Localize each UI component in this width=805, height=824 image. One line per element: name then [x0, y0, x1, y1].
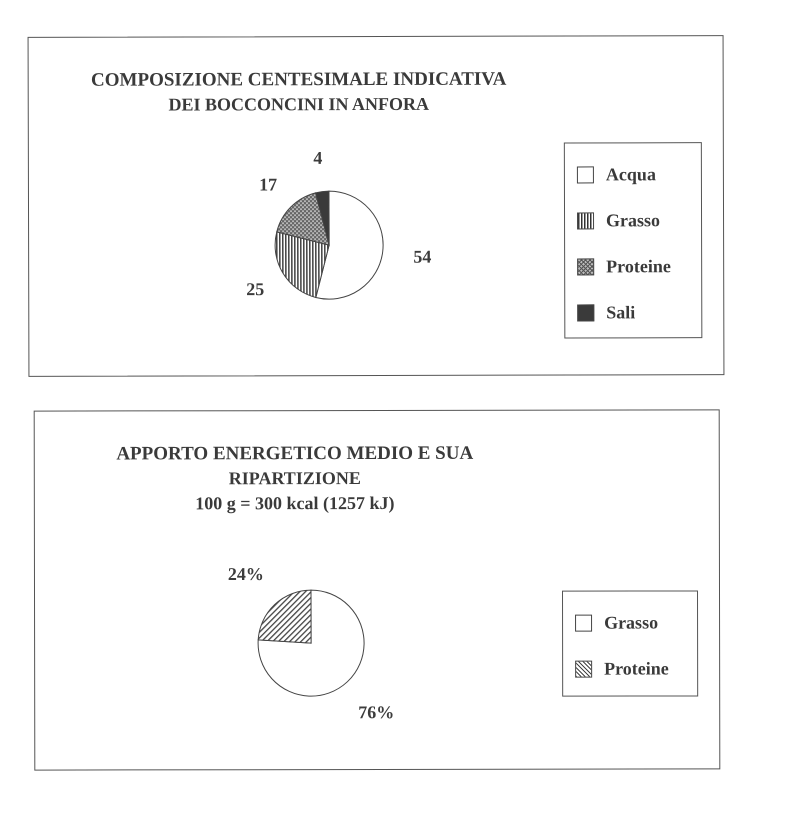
chart-legend: [564, 142, 703, 338]
legend-swatch-acqua: [577, 166, 594, 183]
chart-title: [49, 67, 549, 118]
legend-label-proteine: Proteine: [604, 657, 669, 679]
legend-swatch-grasso: [577, 212, 594, 229]
legend-label-acqua: Acqua: [605, 163, 656, 184]
legend-swatch-proteine: [577, 258, 594, 275]
chart-title-line2: DEI BOCCONCINI IN ANFORA: [168, 93, 430, 115]
legend-item-grasso: [577, 197, 691, 243]
data-label-sali: 4: [313, 147, 323, 168]
chart-legend: [562, 590, 698, 696]
legend-label-proteine: Proteine: [606, 255, 671, 276]
pie-chart-composition: [219, 137, 432, 348]
legend-item-sali: [577, 289, 691, 335]
data-label-proteine: 24%: [227, 563, 264, 585]
legend-item-proteine: [577, 243, 691, 289]
legend-item-proteine: [575, 645, 687, 691]
chart-panel-energy: [34, 409, 721, 770]
pie-slice-proteine: [258, 590, 311, 643]
legend-swatch-grasso: [575, 614, 592, 631]
legend-swatch-proteine: [575, 660, 592, 677]
chart-title-line2: RIPARTIZIONE: [228, 468, 361, 489]
legend-swatch-sali: [577, 304, 594, 321]
chart-title: [75, 441, 515, 517]
chart-note: 100 g = 300 kcal (1257 kJ): [195, 492, 395, 514]
chart-title-line1: APPORTO ENERGETICO MEDIO E SUA: [116, 442, 474, 465]
data-label-acqua: 54: [413, 246, 432, 267]
legend-label-sali: Sali: [606, 301, 636, 322]
legend-label-grasso: Grasso: [604, 612, 659, 633]
chart-panel-composition: [28, 35, 725, 377]
data-label-proteine: 17: [259, 174, 278, 195]
legend-item-grasso: [575, 599, 687, 645]
chart-title-line1: COMPOSIZIONE CENTESIMALE INDICATIVA: [91, 68, 507, 91]
legend-label-grasso: Grasso: [606, 209, 661, 230]
data-label-grasso: 76%: [358, 702, 395, 723]
legend-item-acqua: [577, 151, 691, 197]
data-label-grasso: 25: [246, 279, 265, 300]
pie-chart-energy: [205, 561, 425, 731]
